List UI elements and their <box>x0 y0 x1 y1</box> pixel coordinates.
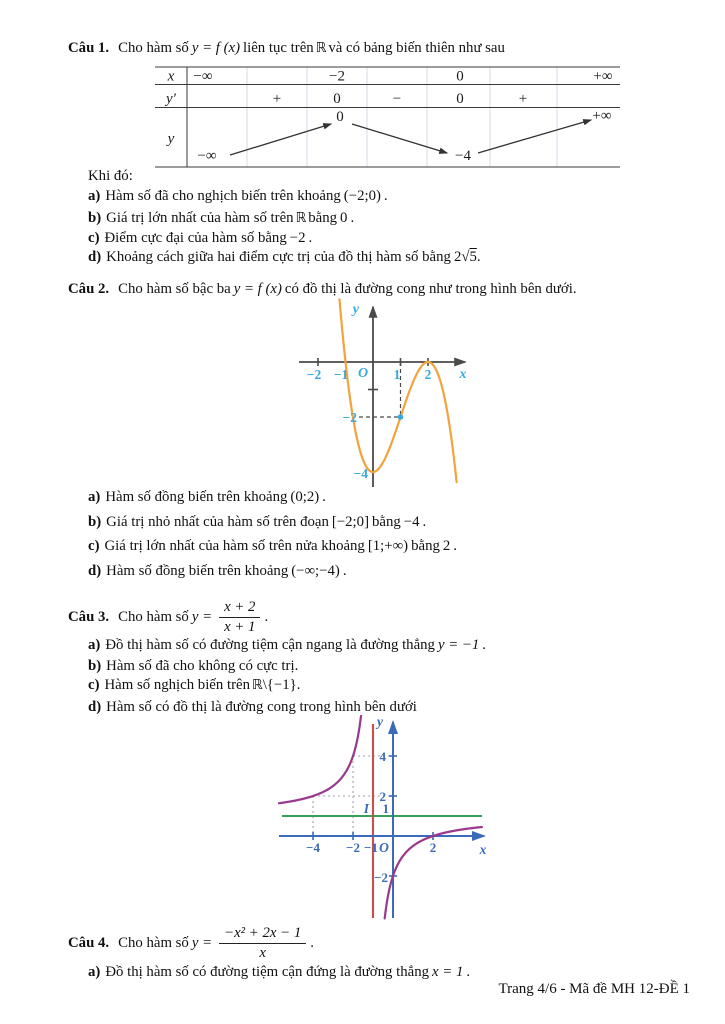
table-x-label: x <box>167 68 175 85</box>
hyperbola-function-curve <box>279 716 482 918</box>
option-letter: a) <box>88 489 101 505</box>
option-period: . <box>476 249 481 265</box>
option-period: . <box>322 489 326 505</box>
q3-header <box>68 597 268 637</box>
option-text: Giá trị lớn nhất của hàm số trên <box>106 210 294 226</box>
cubic-x-axis-label: x <box>459 367 467 382</box>
hyperbola-tick-label: −1 <box>364 840 378 855</box>
table-y-val: 0 <box>336 109 344 125</box>
table-sign: 0 <box>333 91 341 107</box>
option-letter: a) <box>88 964 101 980</box>
q2-header <box>68 281 577 298</box>
q1-header-text3: và có bảng biến thiên như sau <box>328 40 505 56</box>
option-text: Đồ thị hàm số có đường tiệm cận ngang là đường thẳng <box>105 637 435 653</box>
option-math: [1;+∞) <box>367 538 409 554</box>
fraction-denominator: x + 1 <box>224 618 256 635</box>
table-sign: + <box>518 91 528 107</box>
option-math: (−∞;−4) <box>291 563 340 579</box>
option-text: Hàm số đã cho không có cực trị. <box>106 658 299 674</box>
option-period: . <box>350 210 355 226</box>
q2-option-c <box>88 538 457 555</box>
table-sign: − <box>392 91 402 107</box>
option-letter: d) <box>88 249 102 265</box>
option-period: . <box>482 637 486 653</box>
fraction-denominator: x <box>259 944 266 961</box>
q1-label: Câu 1. <box>68 40 110 56</box>
q4-option-a <box>88 964 470 981</box>
option-letter: b) <box>88 514 102 530</box>
q1-header-text2: liên tục trên <box>243 40 314 56</box>
page-footer: Trang 4/6 - Mã đề MH 12-ĐỀ 1 <box>498 981 690 997</box>
q1-khido: Khi đó: <box>88 168 133 184</box>
option-text: bằng <box>372 514 401 530</box>
cubic-tick-label: −1 <box>333 367 349 382</box>
hyperbola-tick-label: −2 <box>374 870 388 885</box>
hyperbola-tick-label: 1 <box>382 801 389 816</box>
fraction-numerator: x + 2 <box>219 599 260 618</box>
q1-header-math: y = f (x) <box>191 40 241 56</box>
q1-option-a <box>88 188 388 205</box>
option-text: Hàm số nghịch biến trên <box>104 677 250 693</box>
table-x-val: −∞ <box>193 68 213 85</box>
q2-header-text1: Cho hàm số bậc ba <box>118 281 231 297</box>
table-sign: + <box>272 91 282 107</box>
hyperbola-tick-label: −4 <box>306 840 320 855</box>
option-text: Hàm số có đồ thị là đường cong trong hình bên dưới <box>106 699 417 715</box>
q3-option-b <box>88 658 298 675</box>
q3-hyperbola-graph <box>276 712 498 920</box>
table-variation-arrows <box>230 120 591 155</box>
table-yprime-label: y′ <box>166 91 176 107</box>
q2-option-b <box>88 514 426 531</box>
q2-header-math: y = f (x) <box>233 281 282 297</box>
sqrt-sign: √ <box>461 249 470 265</box>
table-sign: 0 <box>456 91 464 107</box>
table-column-guides <box>247 67 557 167</box>
q4-header-period: . <box>310 934 314 951</box>
q2-label: Câu 2. <box>68 281 110 297</box>
hyperbola-tick-label: 4 <box>379 749 386 764</box>
option-letter: d) <box>88 563 102 579</box>
table-x-val: 0 <box>456 68 464 85</box>
option-text: bằng <box>308 210 338 226</box>
option-period: . <box>453 538 457 554</box>
option-period: . <box>422 514 427 530</box>
cubic-y-axis-label: y <box>352 302 359 317</box>
q3-option-c <box>88 677 300 694</box>
table-y-val: −∞ <box>197 148 217 164</box>
option-math: −4 <box>403 514 420 530</box>
option-period: . <box>296 677 301 693</box>
q4-label: Câu 4. <box>68 934 110 951</box>
q2-cubic-graph <box>293 297 478 490</box>
q3-label: Câu 3. <box>68 608 110 625</box>
table-x-val: +∞ <box>593 68 613 85</box>
cubic-origin-label: O <box>357 366 369 381</box>
q2-header-text2: có đồ thị là đường cong như trong hình bên dưới. <box>284 281 577 297</box>
cubic-tick-label: −2 <box>306 367 322 382</box>
real-set-symbol: ℝ <box>315 40 327 56</box>
cubic-tick-label: 2 <box>424 367 432 382</box>
q3-header-text: Cho hàm số <box>118 608 189 625</box>
hyperbola-origin-label: O <box>379 840 389 855</box>
option-math: x = 1 <box>432 964 464 980</box>
q1-option-c <box>88 230 312 247</box>
q4-header-text: Cho hàm số <box>118 934 189 951</box>
option-text: Hàm số đồng biến trên khoảng <box>105 489 288 505</box>
q4-fraction <box>219 925 306 961</box>
option-text: Điểm cực đại của hàm số bằng <box>104 230 287 246</box>
option-letter: c) <box>88 677 100 693</box>
option-period: . <box>383 188 388 204</box>
cubic-tick-label: 1 <box>393 367 401 382</box>
option-letter: a) <box>88 188 101 204</box>
q1-variation-table <box>155 63 620 169</box>
hyperbola-tick-label: 2 <box>429 840 437 855</box>
table-y-label: y <box>167 131 175 147</box>
option-math: 2 <box>442 538 451 554</box>
table-x-val: −2 <box>329 68 345 85</box>
option-math: \{−1} <box>262 677 297 693</box>
option-text: Khoảng cách giữa hai điểm cực trị của đồ thị hàm số bằng <box>106 249 451 265</box>
fraction-numerator: −x² + 2x − 1 <box>219 925 306 944</box>
option-letter: b) <box>88 210 102 226</box>
q2-option-d <box>88 563 347 580</box>
hyperbola-x-axis-label: x <box>479 842 487 857</box>
q3-header-period: . <box>264 608 269 625</box>
option-letter: b) <box>88 658 102 674</box>
option-math: y = −1 <box>437 637 480 653</box>
sqrt-value: 5 <box>469 249 477 265</box>
hyperbola-center-label: I <box>363 801 369 816</box>
option-text: bằng <box>411 538 440 554</box>
cubic-tick-label: −2 <box>342 410 357 425</box>
option-math: (−2;0) <box>343 188 381 204</box>
sqrt-coefficient: 2 <box>453 249 462 265</box>
option-letter: d) <box>88 699 102 715</box>
option-text: Đồ thị hàm số có đường tiệm cận đứng là đường thẳng <box>105 964 430 980</box>
option-period: . <box>342 563 347 579</box>
option-text: Giá trị lớn nhất của hàm số trên nửa khoảng <box>104 538 365 554</box>
cubic-axes <box>299 307 465 487</box>
hyperbola-left-branch <box>279 716 361 803</box>
hyperbola-tick-label: 2 <box>379 789 386 804</box>
q1-option-b <box>88 210 354 227</box>
option-text: Hàm số đồng biến trên khoảng <box>106 563 289 579</box>
option-period: . <box>466 964 471 980</box>
table-y-val: +∞ <box>592 108 612 124</box>
option-letter: a) <box>88 637 101 653</box>
q3-math-lhs: y = <box>191 608 213 625</box>
option-math: −2 <box>289 230 306 246</box>
cubic-tick-label: −4 <box>353 466 368 481</box>
q4-header <box>68 923 314 963</box>
hyperbola-tick-label: −2 <box>346 840 360 855</box>
table-y-val: −4 <box>455 148 471 164</box>
table-borders <box>155 67 620 167</box>
q4-math-lhs: y = <box>191 934 213 951</box>
q3-fraction <box>219 599 260 635</box>
q2-option-a <box>88 489 326 506</box>
q1-header-text1: Cho hàm số <box>118 40 189 56</box>
cubic-point-1-minus2 <box>398 414 404 420</box>
option-letter: c) <box>88 538 100 554</box>
option-math: (0;2) <box>290 489 320 505</box>
option-letter: c) <box>88 230 100 246</box>
cubic-function-curve <box>340 299 457 482</box>
q1-header <box>68 40 505 57</box>
q1-option-d <box>88 249 481 266</box>
q3-option-a <box>88 637 486 654</box>
real-set-symbol: ℝ <box>295 210 307 226</box>
option-period: . <box>308 230 313 246</box>
option-math: [−2;0] <box>331 514 369 530</box>
real-set-symbol: ℝ <box>251 677 263 693</box>
option-text: Hàm số đã cho nghịch biến trên khoảng <box>105 188 341 204</box>
hyperbola-y-axis-label: y <box>377 714 383 729</box>
option-math: 0 <box>340 210 348 226</box>
option-text: Giá trị nhỏ nhất của hàm số trên đoạn <box>106 514 329 530</box>
